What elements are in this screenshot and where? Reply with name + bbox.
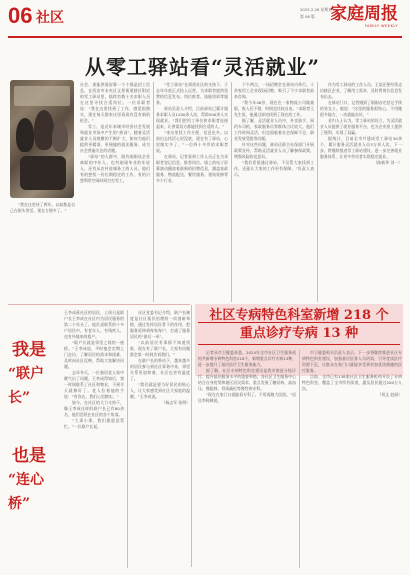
health-story-subheadline: 重点诊疗专病 13 种 (239, 326, 359, 341)
main-story-col-3 (234, 82, 314, 302)
main-story-col-1-cont (10, 202, 75, 303)
paragraph: 在驿站，记者看到工作人员正在为求职者登记信息、推荐岗位。墙上的电子屏幕滚动播放着最新的招聘信息，涵盖家政服务、物流配送、餐饮服务、建筑装修等多个行业。 (156, 154, 228, 183)
main-story-col-2 (156, 82, 228, 302)
paragraph: 据了解，灵活就业人员中，外卖骑手、网约车司机、家政服务员等群体占比较大。他们工作时间灵活，但也面临着社会保障不足、职业发展受限等问题。 (234, 118, 314, 141)
byline: （陈新华 刘一） (373, 160, 402, 165)
column-separator (231, 82, 232, 302)
main-story-col-4 (320, 82, 402, 302)
main-story-col-1 (80, 82, 150, 302)
paragraph: 据统计，目前全市共建成零工驿站30余个，累计服务灵活就业人员3万余人次。下一步，将继续推进零工驿站建设，进一步完善就业服务体系，让更多劳动者实现稳定就业。 (320, 136, 402, 159)
left-story-col-1 (64, 310, 124, 568)
paragraph: 去年冬天，一位独居老人家中暖气出了问题，王李成得知后，第一时间联系了社区和物业，不到半天就修好了。老人拉着他的手说：“有你在，我们心里踏实。” (64, 370, 124, 399)
paragraph: 驿站负责人介绍，目前驿站已累计服务求职人员1200余人次，帮助500余人实现就业。“我们把用工单位和求职者连接起来，让供需双方都能找到合适的人。” (156, 106, 228, 129)
paragraph: “我们就是要当好居民的贴心人，让大家感受到社区大家庭的温暖。”王李成说。 (130, 382, 190, 399)
issue-date: 2025.2.26 星期五 (300, 7, 332, 12)
paragraph: 记者从市卫健委获悉，2024年全市社区卫生服务机构共新增专病特色科室218个，新增重点诊疗专病13种，进一步提升了基层医疗卫生服务能力。 (198, 350, 296, 367)
main-headline: 从零工驿站看“灵活就业” (85, 55, 321, 79)
health-story-headline: 社区专病特色科室新增 218 个 (209, 308, 389, 323)
column-separator (153, 82, 154, 302)
paragraph: “大事小事，我们都愿意帮忙。”一位联户长说。 (64, 418, 124, 429)
paragraph: 据了解，社区专病特色科室建设是我市推进分级诊疗、提升基层服务水平的重要举措。各社区卫生服务中心结合自身优势和辖区居民需求，重点发展了糖尿病、高血压、慢阻肺、骨质疏松等慢性病专科。 (198, 368, 296, 391)
left-story-title (8, 338, 60, 516)
paragraph: 在驿站门口，记者遇到了刚刚办完登记手续的张女士。她说：“这里的服务很贴心，不用跑很多地方，一次就能办好。” (320, 100, 402, 117)
newspaper-masthead-en: FAMILY WEEKLY (364, 24, 398, 28)
paragraph: 作为零工驿站的工作人员，王某还要经常走访辖区企业，了解用工需求，及时将岗位信息发布出去。 (320, 82, 402, 99)
paragraph: 针对这些问题，驿站还联合社保部门开展政策宣传，帮助灵活就业人员了解参保政策，增强风险防范意识。 (234, 142, 314, 159)
paragraph: “零工驿站”在街道社区的支持下，于去年年底正式投入运营，为求职者提供免费的信息发布、岗位推荐、技能培训等服务。 (156, 82, 228, 105)
paragraph: 王李成蒋社区的居民，上周日是联户长王李成在社区内为居民服务的第二个年头了。他负责联系的十多户居民中，有老年人、有残疾人，也有外地来的租户。 (64, 310, 124, 339)
paragraph: 社区党委书记介绍，联户长制度是社区基层治理的一项创新举措，通过发挥居民骨干的作用，把服务延伸到每家每户，打通了服务居民的“最后一米”。 (130, 310, 190, 339)
page-indicator: 第 06 版 (300, 14, 315, 19)
section-title: 社区 (36, 10, 64, 26)
header-rule (8, 36, 402, 38)
paragraph: 如今，在社区的大力支持下，像王李成这样的联户长已有80余名，他们活跃在社区的各个角落。 (64, 400, 124, 417)
left-title-line: 我是 (12, 340, 46, 360)
column-separator (299, 350, 300, 568)
paragraph: 业内人士认为，零工驿站的设立，为灵活就业人员提供了就业服务平台，也为企业招工提供了便利，实现了双赢。 (320, 118, 402, 135)
health-story-col-2 (302, 350, 402, 568)
paragraph: “我们希望通过驿站，不仅帮大家找到工作，还能让大家的工作更有保障。”负责人表示。 (234, 160, 314, 177)
page-number: 06 (8, 3, 33, 28)
newspaper-masthead: 家庭周报 (330, 4, 398, 24)
story-divider (8, 304, 190, 305)
left-title-line: “联户长” (8, 366, 45, 406)
left-title-line: “连心桥” (8, 472, 45, 512)
paragraph: 在联户长的带动下，越来越多的居民参与到社区事务中来，邻里关系更加和谐，社区也更有温度了。 (130, 358, 190, 381)
paragraph: “以前居民有事情不知道找谁，现在有了联户长，大家有问题都会第一时间告诉我们。” (130, 340, 190, 357)
column-separator (191, 305, 192, 567)
column-separator (127, 310, 128, 568)
left-title-line: 也是 (12, 446, 46, 466)
paragraph: “驿站”的人群中，既有刚刚从企业离职的中年人，也有刚刚毕业的年轻人，还有从农村进城务工的人员。他们有的想找一份长期稳定的工作，有的只想利用空闲时间打打零工。 (80, 154, 150, 183)
paragraph: “我在这里待了两年，以前都是自己在街头等活，现在方便多了。” (10, 202, 75, 213)
paragraph: “我今年46岁，现在在一家物流公司做兼职，收入还不错，时间也比较自由。”求职者王先生说，他通过驿站找到了现在的工作。 (234, 100, 314, 117)
banner-rule (198, 344, 400, 345)
paragraph: 社会、准能供需屏幕一个个都是招工信息，在西安市未央区文景街道辖区附近的零工驿站里，陆续有数十名求职人员在这里寻找合适岗位。一位求职者说：“我在这里找到了工作，感觉很踏实，现在每天都来这里看看有没有新的机会。” (80, 82, 150, 123)
paragraph: “来这里找工作方便，信息也多。以前出去找活心里没底，现在有了驿站，心里踏实多了。”一位四十多岁的求职者说。 (156, 130, 228, 153)
byline: （杨志军 张明） (161, 400, 190, 405)
column-separator (317, 82, 318, 302)
byline: （刘文 赵丽） (377, 392, 402, 397)
health-story-col-1 (198, 350, 296, 568)
paragraph: 目前，全市已有138家社区卫生服务机构开设了专病特色科室，覆盖了全市所有街道，惠及居民超过200万人次。 (302, 374, 402, 391)
paragraph: 下午两点，一场招聘会在驿站内举行。十余家用工企业现场招聘，吸引了不少求职者前来咨询。 (234, 82, 314, 99)
paragraph: “现在在家门口就能看专科了，不用再跑大医院。”居民李阿姨说。 (198, 392, 296, 403)
news-photo (10, 80, 74, 198)
left-story-col-2 (130, 310, 190, 568)
paragraph: 市卫健委相关负责人表示，下一步将继续推进社区专病特色科室建设，加强基层医务人员培训，引导优质医疗资源下沉，让群众在家门口就能享受到更加优质便捷的医疗服务。 (302, 350, 402, 373)
paragraph: 零工，是近年来城市经济社会发展和就业市场中产生的“热词”。随着灵活就业人员规模的不断扩大，如何为他们提供更精准、更便捷的就业服务，成为社会普遍关注的话题。 (80, 124, 150, 153)
paragraph: “联户长就是邻里之间的一座桥。”王李成说，平时他会定期上门走访，了解居民的需求和困难，及时向社区反映，帮助大家解决问题。 (64, 340, 124, 369)
